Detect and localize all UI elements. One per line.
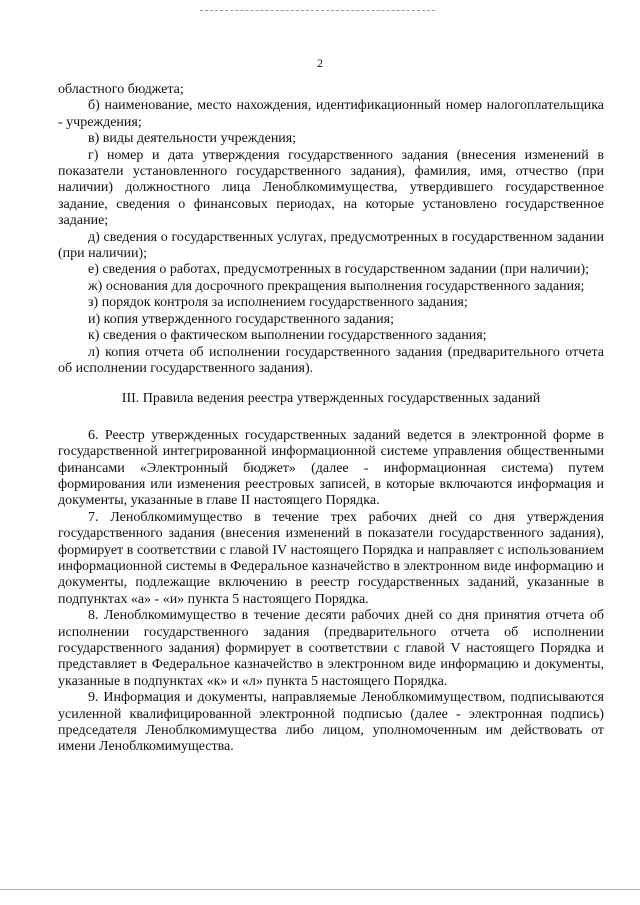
paragraph-k: к) сведения о фактическом выполнении государственного задания; (88, 328, 487, 344)
item-8: 8. Леноблкомимущество в течение десяти рабочих дней со дня принятия отчета об исполнении государственного задания (предварительного отчета об исполнении государственного задания) формирует в соответствии с главой V настоящего Порядка и представляет в Федеральное казначейство в электронном виде информацию и документы, указанные в подпунктах «к» и «л» пункта 5 настоящего Порядка. (58, 608, 604, 689)
document-body (58, 82, 604, 756)
scan-artifact-top (200, 10, 435, 11)
paragraph-z: з) порядок контроля за исполнением государственного задания; (88, 295, 468, 311)
paragraph-a-continuation: областного бюджета; (58, 82, 184, 97)
paragraph-d: д) сведения о государственных услугах, предусмотренных в государственном задании (при наличии); (58, 229, 604, 262)
item-6: 6. Реестр утвержденных государственных заданий ведется в электронной форме в государственной интегрированной информационной системе управления общественными финансами «Электронный бюджет» (далее - информационная система) путем формирования или изменения реестровых записей, в которые включаются информация и документы, указанные в главе II настоящего Порядка. (58, 427, 604, 509)
paragraph-i: и) копия утвержденного государственного задания; (88, 311, 394, 327)
paragraph-g: г) номер и дата утверждения государственного задания (внесения изменений в показатели установленного государственного задания), фамилия, имя, отчество (при наличии) должностного лица Леноблкомимущества, утвердившего государственное задание, сведения о финансовых периодах, на которые установлено государственное задание; (58, 147, 604, 229)
section-heading: III. Правила ведения реестра утвержденных государственных заданий (121, 391, 541, 407)
page-number: 2 (317, 56, 323, 70)
item-9: 9. Информация и документы, направляемые Леноблкомимуществом, подписываются усиленной квалифицированной электронной подписью (далее - электронная подпись) председателя Леноблкомимущества либо лицом, уполномоченным им действовать от имени Леноблкомимущества. (58, 690, 604, 755)
paragraph-l: л) копия отчета об исполнении государственного задания (предварительного отчета об исполнении государственного задания). (58, 344, 604, 376)
paragraph-e: е) сведения о работах, предусмотренных в государственном задании (при наличии); (88, 262, 590, 278)
paragraph-v: в) виды деятельности учреждения; (88, 131, 297, 147)
paragraph-b: б) наименование, место нахождения, идентификационный номер налогоплательщика - учреждения; (58, 98, 604, 130)
paragraph-zh: ж) основания для досрочного прекращения выполнения государственного задания; (88, 278, 585, 294)
scan-artifact-bottom (0, 889, 640, 890)
item-7: 7. Леноблкомимущество в течение трех рабочих дней со дня утверждения государственного задания (внесения изменений в показатели государственного задания), формирует в соответствии с главой IV настоящего Порядка и направляет с использованием информационной системы в Федеральное казначейство в электронном виде информацию и документы, подлежащие включению в реестр государственных заданий, указанные в подпунктах «а» - «и» пункта 5 настоящего Порядка. (58, 509, 604, 607)
